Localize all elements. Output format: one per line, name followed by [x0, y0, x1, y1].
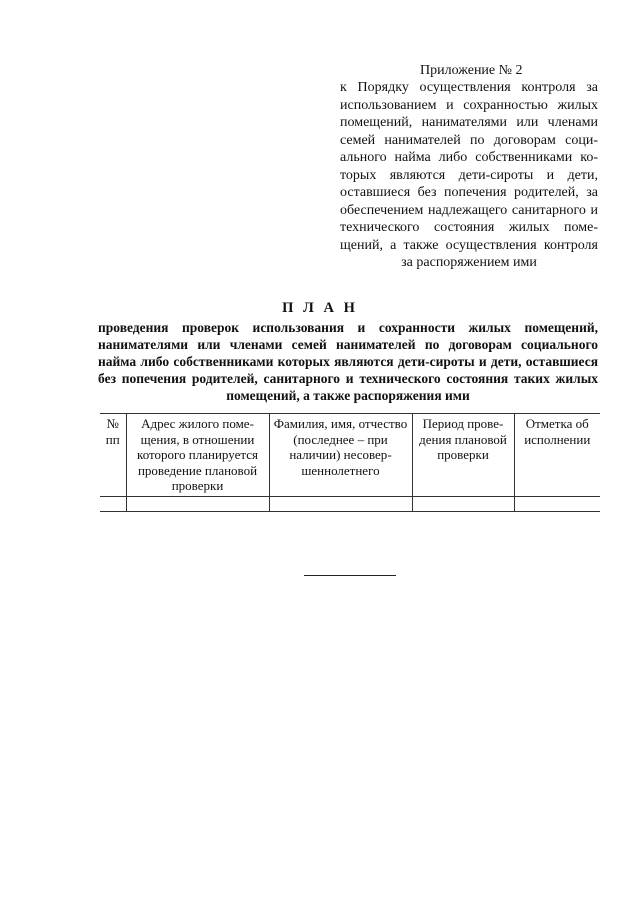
header-address: Адрес жилого помещения, в отношении которого планируется проведение плановой проверки	[126, 414, 269, 497]
table-cell	[126, 496, 269, 511]
plan-subtitle: проведения проверок использования и сохранности жилых помещений, нанимателями или членами семей нанимателей по договорам социального найма либо собственниками которых являются дети-сироты и дети, оставшиеся без попечения родителей, санитарного и технического состояния таких жилых помещений, а также распоряжения ими	[98, 320, 598, 403]
appendix-title: Приложение № 2	[420, 63, 523, 78]
header-execution-mark: Отметка об исполнении	[514, 414, 600, 497]
end-separator-line	[304, 575, 396, 576]
table-cell	[412, 496, 514, 511]
plan-title: П Л А Н	[282, 300, 358, 316]
header-number: № пп	[100, 414, 126, 497]
table-cell	[514, 496, 600, 511]
table-cell	[269, 496, 412, 511]
table-row	[100, 496, 600, 511]
header-period: Период проведения плановой проверки	[412, 414, 514, 497]
table-header-row	[100, 414, 600, 497]
header-full-name: Фамилия, имя, отчество (последнее – при наличии) несовершеннолетнего	[269, 414, 412, 497]
plan-table	[100, 413, 600, 512]
table-cell	[100, 496, 126, 511]
appendix-body: к Порядку осуществления контроля за использованием и сохранностью жилых помещений, нанимателями или членами семей нанимателей по договорам социального найма либо собственниками которых являются дети-сироты и дети, оставшиеся без попечения родителей, за обеспечением надлежащего санитарного и технического состояния жилых помещений, а также осуществления контроля за распоряжением ими	[340, 80, 598, 270]
